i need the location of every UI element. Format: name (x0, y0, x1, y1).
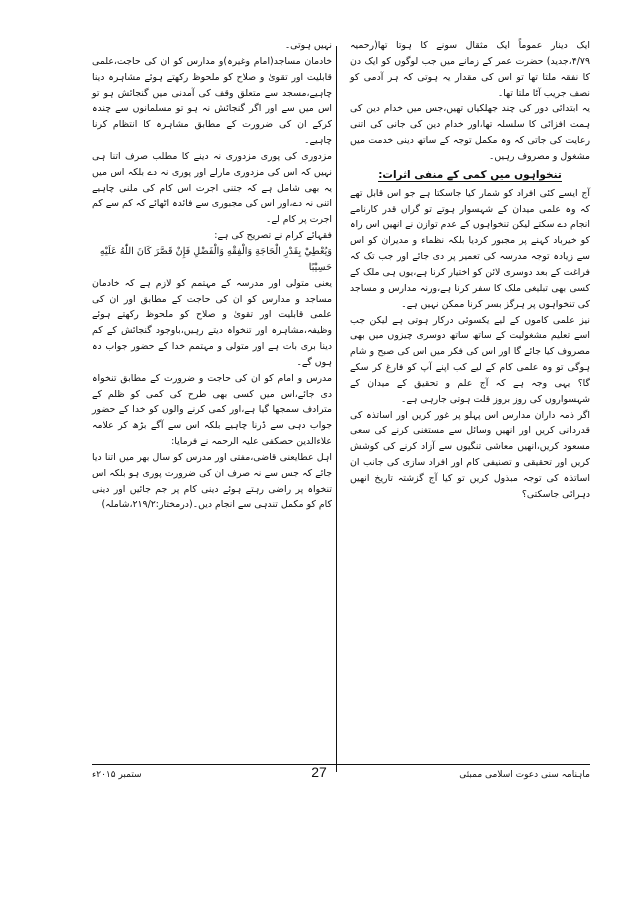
section-heading-text: تنخواہوں میں کمی کے منفی اثرات: (378, 168, 562, 181)
paragraph: مدرس و امام کو ان کی حاجت و ضرورت کے مطابق تنخواہ دی جائے،اس میں کسی بھی طرح کی کمی کو ظلم کے مترادف سمجھا گیا ہے،اور کمی کرنے والوں کو خدا کے حضور جواب دہی سے ڈرنا چاہیے بلکہ اس سے آگے بڑھ کر علامہ علاءالدین حصکفی علیہ الرحمہ نے فرمایا: (92, 372, 332, 448)
footer-divider (92, 764, 590, 765)
section-heading (350, 167, 590, 183)
paragraph: اہل عطایعنی قاضی،مفتی اور مدرس کو سال بھر میں اتنا دیا جائے کہ جس سے نہ صرف ان کی ضرورت پوری ہو بلکہ اس تنخواہ پر راضی رہتے ہوئے دینی کام پر جم جائیں اور دینی کام کو مکمل تندہی سے انجام دیں۔(درمختار:۲۱۹/۲،شاملہ) (92, 451, 332, 511)
journal-name: ماہنامہ سنی دعوت اسلامی ممبئی (459, 770, 590, 780)
left-column (92, 38, 332, 513)
paragraph: فقہائے کرام نے تصریح کی ہے: (214, 230, 332, 242)
paragraph: اگر ذمہ داران مدارس اس پہلو پر غور کریں اور اساتذہ کی قدردانی کریں اور انھیں وسائل سے مستغنی کرنے کی سعی مسعود کریں،انھیں معاشی تنگیوں سے آزاد کرنے کی کوشش کریں اور تحقیقی و تصنیفی کام اور افراد سازی کی جانب ان اساتذہ کی توجہ مبذول کریں تو کیا آج گزشتہ تاریخ انھیں دہرائی جاسکتی؟ (350, 409, 590, 500)
paragraph: خادمان مساجد(امام وغیرہ)و مدارس کو ان کی حاجت،علمی قابلیت اور تقویٰ و صلاح کو ملحوظ رکھتے ہوئے مشاہرہ دینا چاہیے،مسجد سے متعلق وقف کی آمدنی میں گنجائش ہو تو اس میں سے اور اگر گنجائش نہ ہو تو مسلمانوں سے چندہ کرکے ان کی ضرورت کے مطابق مشاہرہ کا انتظام کرنا چاہیے۔ (92, 55, 332, 147)
arabic-quote: وَيُعْطِيْ بِقَدْرِ الْحَاجَةِ وَالْفِقْهِ وَالْفَضْلِ فَإِنْ قَصَّرَ كَانَ اللّٰهُ عَلَيْهِ حَسِيْبًا (99, 245, 332, 273)
paragraph: نیز علمی کاموں کے لیے یکسوئی درکار ہوتی ہے لیکن جب اسے تعلیم مشغولیت کے ساتھ ساتھ دوسری چیزوں میں بھی مصروف کیا جائے گا اور اس کی فکر میں اس کی صبح و شام ہوگی تو وہ علمی کام کے لیے کب اپنے آپ کو فارغ کر سکے گا؟ یہی وجہ ہے کہ آج علم و تحقیق کے میدان کے شہسواروں کی روز بروز قلت ہوتی جارہی ہے۔ (350, 314, 590, 405)
paragraph: یہ ابتدائی دور کی چند جھلکیاں تھیں،جس میں خدام دین کی ہمت افزائی کا سلسلہ تھا،اور خدام دین کی جانی کی اتنی رعایت کی جاتی کہ وہ مکمل توجہ کے ساتھ دینی خدمت میں مشغول و مصروف رہیں۔ (350, 103, 590, 162)
issue-date: ستمبر ۲۰۱۵ء (92, 770, 142, 780)
paragraph: ایک دینار عموماً ایک مثقال سونے کا ہوتا تھا(رحمیہ ۴/۷۹،جدید) حضرت عمر کے زمانے میں جب لوگوں کو ایک دن کا نفقہ ملتا تھا تو اس کی مقدار یہ ہوتی کہ ہر آدمی کو نصف جریب آٹا ملتا تھا۔ (350, 40, 590, 99)
right-column (350, 38, 590, 503)
paragraph: مزدوری کی پوری مزدوری نہ دینے کا مطلب صرف اتنا ہی نہیں کہ اس کی مزدوری مارلے اور پوری نہ دے بلکہ اس میں یہ بھی شامل ہے کہ جتنی اجرت اس کام کی ملنی چاہیے اتنی نہ دے،اور اس کی مجبوری سے فائدہ اٹھائے کہ کم سے کم اجرت پر کام لے۔ (92, 150, 332, 226)
paragraph: یعنی متولی اور مدرسہ کے مہتمم کو لازم ہے کہ خادمان مساجد و مدارس کو ان کی حاجت کے مطابق اور ان کی علمی قابلیت اور تقویٰ و صلاح کو ملحوظ رکھتے ہوئے وظیفہ،مشاہرہ اور تنخواہ دیتے رہیں،باوجود گنجائش کے کم دینا بری بات ہے اور متولی و مہتمم خدا کے حضور جواب دہ ہوں گے۔ (92, 277, 332, 368)
column-divider (336, 46, 337, 772)
page-number: 27 (311, 764, 327, 780)
paragraph: آج ایسے کئی افراد کو شمار کیا جاسکتا ہے جو اس قابل تھے کہ وہ علمی میدان کے شہسوار ہوتے تو گراں قدر کارنامے انجام دے سکتے لیکن تنخواہوں کے عدم توازن نے انھیں اس راہ کو خیرباد کہنے پر مجبور کردیا بلکہ نظماء و مدیران کو اس سے زیادہ توجہ مدرسہ کی تعمیر پر دی جائے اور جب تک کہ فراغت کے بعد دوسری لائن کو اختیار کرنا ہے،یوں ہی ملک کے کسی بھی تبلیغی ملک کا سفر کرنا ہے،ورنہ مدارس و مساجد کی تنخواہوں پر ہرگز بسر کرنا ممکن نہیں ہے۔ (350, 187, 590, 310)
paragraph: نہیں ہوتی۔ (284, 40, 332, 51)
